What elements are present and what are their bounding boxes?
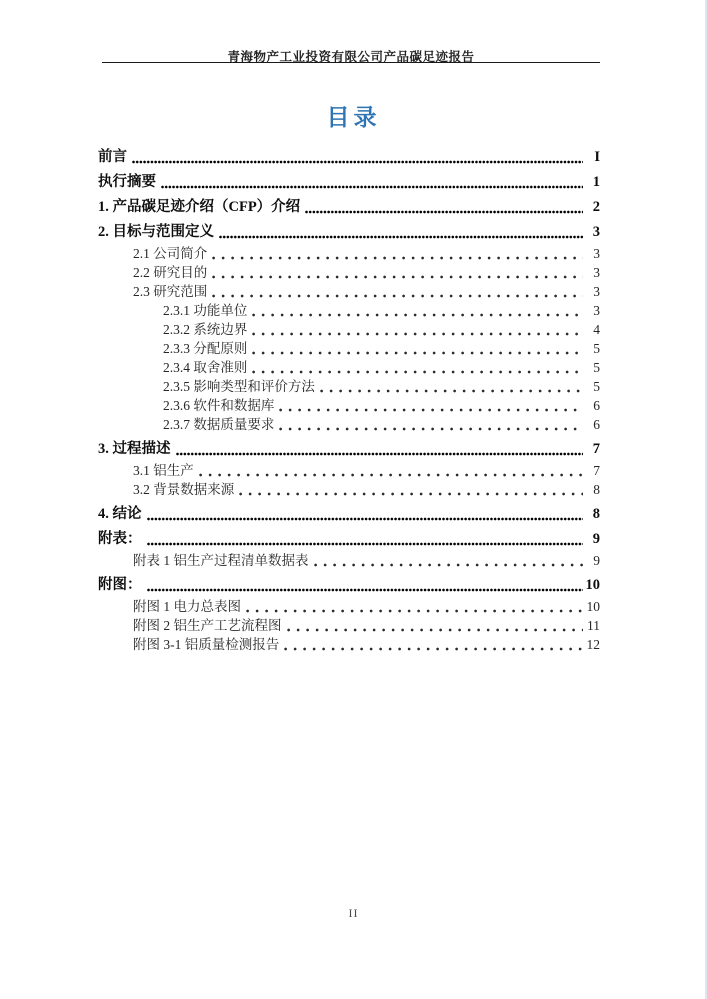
- toc-entry: [98, 529, 600, 549]
- toc-entry: [98, 339, 600, 358]
- toc-entry-label: 附表 1 铝生产过程清单数据表: [133, 553, 309, 568]
- page-footer: [0, 906, 707, 921]
- toc-entry: [98, 358, 600, 377]
- toc-dot-leader: [252, 324, 583, 339]
- toc-entry-label: 附图 3-1 铝质量检测报告: [133, 637, 280, 652]
- toc-entry: [98, 597, 600, 616]
- toc-dot-leader: [239, 484, 583, 499]
- toc-entry-label: 2.3.2 系统边界: [163, 322, 248, 337]
- toc-entry-page: 10: [586, 599, 600, 614]
- toc-entry-page: 5: [593, 360, 600, 375]
- toc-entry-page: 3: [593, 265, 600, 280]
- toc-entry-label: 附图 1 电力总表图: [133, 599, 241, 614]
- toc-entry-page: 11: [587, 618, 600, 633]
- toc-entry-page: 10: [585, 577, 600, 593]
- toc-entry: [98, 551, 600, 570]
- table-of-contents: [98, 142, 600, 654]
- toc-entry: [98, 480, 600, 499]
- toc-entry: [98, 575, 600, 595]
- toc-entry-page: 12: [586, 637, 600, 652]
- toc-entry-label: 附表：: [98, 531, 142, 547]
- toc-entry-page: 1: [592, 174, 600, 190]
- toc-entry-label: 1. 产品碳足迹介绍（CFP）介绍: [98, 199, 301, 215]
- toc-entry: [98, 147, 600, 167]
- toc-dot-leader: [176, 444, 584, 459]
- toc-entry-label: 2.3.1 功能单位: [163, 303, 248, 318]
- toc-entry: [98, 222, 600, 242]
- toc-entry-label: 4. 结论: [98, 506, 142, 522]
- toc-entry-page: 6: [593, 417, 600, 432]
- toc-entry-page: 3: [593, 303, 600, 318]
- toc-entry-page: 4: [593, 322, 600, 337]
- toc-entry: [98, 439, 600, 459]
- toc-entry: [98, 320, 600, 339]
- toc-entry-label: 2.3.4 取舍准则: [163, 360, 248, 375]
- toc-dot-leader: [161, 177, 583, 192]
- toc-entry-label: 附图 2 铝生产工艺流程图: [133, 618, 282, 633]
- toc-entry-label: 2.3.6 软件和数据库: [163, 398, 275, 413]
- toc-entry-label: 3. 过程描述: [98, 441, 171, 457]
- toc-entry-page: 8: [592, 506, 600, 522]
- toc-dot-leader: [287, 620, 584, 635]
- toc-dot-leader: [284, 639, 583, 654]
- toc-entry-page: 5: [593, 341, 600, 356]
- toc-entry-page: 3: [593, 284, 600, 299]
- toc-dot-leader: [199, 465, 583, 480]
- toc-entry: [98, 301, 600, 320]
- toc-entry: [98, 377, 600, 396]
- toc-entry: [98, 635, 600, 654]
- toc-entry-label: 3.2 背景数据来源: [133, 482, 235, 497]
- toc-entry-label: 2.3.3 分配原则: [163, 341, 248, 356]
- toc-dot-leader: [212, 267, 583, 282]
- toc-entry-label: 2.2 研究目的: [133, 265, 208, 280]
- toc-dot-leader: [252, 362, 583, 377]
- toc-entry-page: 6: [593, 398, 600, 413]
- toc-entry-page: 7: [593, 463, 600, 478]
- toc-entry-label: 2. 目标与范围定义: [98, 224, 214, 240]
- toc-dot-leader: [252, 305, 583, 320]
- toc-entry: [98, 504, 600, 524]
- toc-dot-leader: [212, 286, 583, 301]
- toc-dot-leader: [279, 400, 583, 415]
- toc-dot-leader: [147, 534, 584, 549]
- toc-dot-leader: [320, 381, 583, 396]
- toc-dot-leader: [305, 202, 583, 217]
- toc-entry-label: 2.3.5 影响类型和评价方法: [163, 379, 315, 394]
- header-title: 青海物产工业投资有限公司产品碳足迹报告: [227, 50, 475, 64]
- toc-entry: [98, 263, 600, 282]
- toc-entry-page: 5: [593, 379, 600, 394]
- toc-entry-label: 附图：: [98, 577, 142, 593]
- toc-entry: [98, 616, 600, 635]
- toc-dot-leader: [147, 580, 583, 595]
- toc-dot-leader: [147, 509, 584, 524]
- toc-entry: [98, 415, 600, 434]
- toc-entry-label: 2.3.7 数据质量要求: [163, 417, 275, 432]
- toc-dot-leader: [314, 555, 584, 570]
- toc-entry-label: 2.1 公司简介: [133, 246, 208, 261]
- toc-dot-leader: [279, 419, 583, 434]
- toc-dot-leader: [132, 152, 583, 167]
- toc-entry: [98, 244, 600, 263]
- toc-entry: [98, 461, 600, 480]
- toc-dot-leader: [219, 227, 583, 242]
- toc-entry: [98, 172, 600, 192]
- toc-dot-leader: [212, 248, 583, 263]
- toc-entry-page: 9: [592, 531, 600, 547]
- toc-entry-page: 2: [592, 199, 600, 215]
- toc-dot-leader: [252, 343, 583, 358]
- toc-title: 目录: [326, 105, 381, 130]
- page-number: II: [348, 906, 359, 920]
- toc-entry-label: 执行摘要: [98, 174, 156, 190]
- toc-entry-page: 3: [592, 224, 600, 240]
- toc-entry-page: 9: [593, 553, 600, 568]
- toc-entry: [98, 197, 600, 217]
- toc-entry: [98, 396, 600, 415]
- toc-entry-page: 3: [593, 246, 600, 261]
- toc-entry-page: 8: [593, 482, 600, 497]
- toc-entry-label: 前言: [98, 149, 127, 165]
- toc-entry-label: 2.3 研究范围: [133, 284, 208, 299]
- header-divider: [102, 62, 600, 63]
- toc-entry-page: 7: [592, 441, 600, 457]
- toc-entry-page: I: [594, 149, 600, 165]
- toc-entry-label: 3.1 铝生产: [133, 463, 194, 478]
- toc-entry: [98, 282, 600, 301]
- toc-dot-leader: [246, 601, 583, 616]
